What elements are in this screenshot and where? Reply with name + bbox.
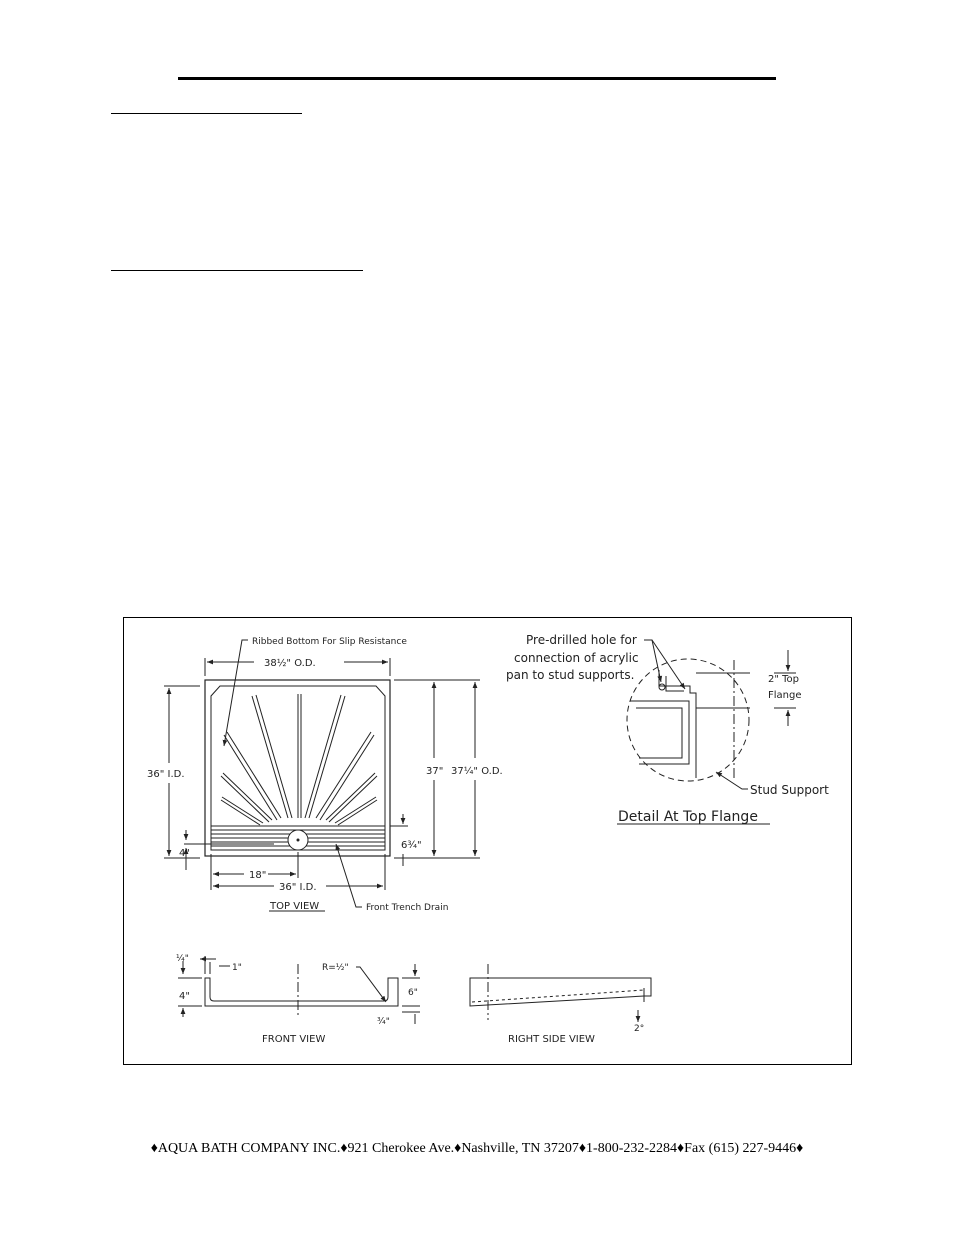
three-quarter-dimension: ¾" — [377, 1017, 390, 1027]
section-heading-underline-1 — [111, 113, 302, 114]
front-view — [178, 956, 420, 1024]
drain-offset-dimension: 4" — [179, 848, 190, 859]
top-rule — [178, 77, 776, 80]
center-dimension: 18" — [249, 870, 267, 881]
four-inch-dimension: 4" — [179, 991, 190, 1002]
id-width-dimension: 36" I.D. — [279, 882, 317, 893]
rib — [221, 800, 260, 825]
technical-drawing — [123, 617, 852, 1065]
one-inch-dimension: 1" — [232, 963, 242, 973]
predrilled-note-line-1: Pre-drilled hole for — [526, 633, 637, 647]
top-view-title: TOP VIEW — [270, 901, 320, 912]
top-flange-label-line-1: 2" Top — [768, 674, 800, 685]
company-footer: ♦AQUA BATH COMPANY INC.♦921 Cherokee Ave.♦Nashville, TN 37207♦1-800-232-2284♦Fax (615) 227-9446♦ — [150, 1141, 804, 1156]
id-height-dimension: 36" I.D. — [147, 769, 185, 780]
trench-drain-label: Front Trench Drain — [366, 903, 449, 913]
six-inch-dimension: 6" — [408, 988, 418, 998]
technical-drawing-svg — [124, 618, 853, 1066]
right-side-view-title: RIGHT SIDE VIEW — [508, 1034, 595, 1045]
stud-support-label: Stud Support — [750, 783, 829, 797]
predrilled-note-line-3: pan to stud supports. — [506, 668, 635, 682]
rib — [338, 800, 377, 825]
slope-angle-dimension: 2° — [634, 1024, 645, 1034]
od-height-dimension: 37¼" O.D. — [451, 766, 503, 777]
od-width-dimension: 38½" O.D. — [264, 658, 316, 669]
rib — [309, 696, 345, 818]
right-side-view — [470, 964, 651, 1022]
front-trench-drain — [211, 826, 385, 850]
section-heading-underline-2 — [111, 270, 363, 271]
top-flange-label-line-2: Flange — [768, 690, 802, 701]
quarter-inch-dimension: ¼" — [176, 954, 189, 964]
trench-depth-dimension: 6¾" — [401, 840, 422, 851]
slip-resistant-ribs — [221, 694, 377, 825]
predrilled-note-line-2: connection of acrylic — [514, 651, 639, 665]
height-37-dimension: 37" — [426, 766, 444, 777]
radius-dimension: R=½" — [322, 963, 349, 973]
detail-title: Detail At Top Flange — [618, 809, 758, 825]
front-view-title: FRONT VIEW — [262, 1034, 326, 1045]
ribbed-bottom-label: Ribbed Bottom For Slip Resistance — [252, 637, 407, 647]
